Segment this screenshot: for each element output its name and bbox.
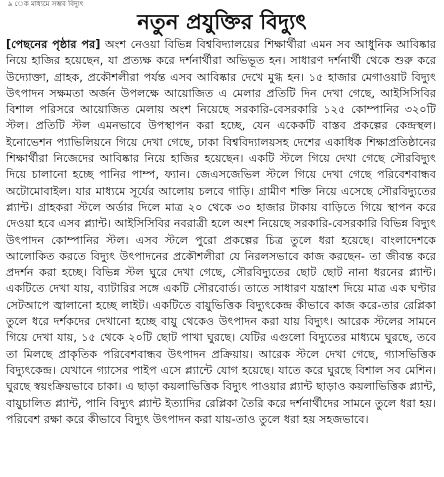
article-text: অংশ নেওয়া বিভিন্ন বিশ্ববিদ্যালয়ের শিক্ষার্থীরা এমন সব আধুনিক আবিষ্কার নিয়ে হাজির হয়েছেন, যা প্রত্যক্ষ করে দর্শনার্থীরা অভিভূত হন। সাধারণ দর্শনার্থী থেকে শুরু করে উদ্যোক্তা, গ্রাহক, প্রকৌশলীরা পর্যন্ত এসব আবিষ্কার দেখে মুগ্ধ হন। ১৫ হাজার মেগাওয়াট বিদ্যুৎ উৎপাদন সক্ষমতা অর্জন উপলক্ষে আয়োজিত এ মেলার প্রতিটি দিন দেখা গেছে, আইসিসিবির বিশাল পরিসরে আয়োজিত মেলায় অংশ নিয়েছে সরকারি-বেসরকারি ১২৫ কোম্পানির ৩২০টি স্টল। প্রতিটি স্টল এমনভাবে উপস্থাপন করা হচ্ছে, যেন একেকটি বাস্তব প্রকল্পের কেন্দ্রস্থল। ইনোভেশন প্যাভিলিয়নে গিয়ে দেখা গেছে, ঢাকা বিশ্ববিদ্যালয়সহ দেশের একাধিক শিক্ষাপ্রতিষ্ঠানের শিক্ষার্থীরা নিজেদের আবিষ্কার নিয়ে হাজির হয়েছেন। একটি স্টলে গিয়ে দেখা গেছে সৌরবিদ্যুৎ দিয়ে চালানো হচ্ছে পানির পাম্প, ফ্যান। জেএসজেভিল স্টলে গিয়ে দেখা গেছে পরিবেশবান্ধব অটোমোবাইল। যার মাধ্যমে সূর্যের আলোয় চলবে গাড়ি। গ্রামীণ শক্তি নিয়ে এসেছে সৌরবিদ্যুতের প্ল্যান্ট। গ্রাহকরা স্টলে অর্ডার দিলে মাত্র ২০ থেকে ৩০ হাজার টাকায় বাড়িতে গিয়ে স্থাপন করে দেওয়া হবে এসব প্ল্যান্ট। আইসিসিবির নবরাত্রী হলে অংশ নিয়েছে সরকারি-বেসরকারি বিভিন্ন বিদ্যুৎ উৎপাদন কোম্পানির স্টল। এসব স্টলে পুরো প্রকল্পের চিত্র তুলে ধরা হয়েছে। বাংলাদেশকে আলোকিত করতে বিদ্যুৎ উৎপাদনের প্রকৌশলীরা যে নিরলসভাবে কাজ করছেন- তা জীবন্ত করে প্রদর্শন করা হচ্ছে। বিভিন্ন স্টল ঘুরে দেখা গেছে, সৌরবিদ্যুতের ছোট ছোট নানা ধরনের প্ল্যান্ট। একটিতে দেখা যায়, ব্যাটারির সঙ্গে একটি সৌরবোর্ড। তাতে সাধারণ যন্ত্রাংশ দিয়ে মাত্র এক ঘণ্টার সেটআপে জ্বালানো হচ্ছে লাইট। একটিতে বায়ুভিত্তিক বিদ্যুৎকেন্দ্র কীভাবে কাজ করে-তার রেপ্লিকা তুলে ধরে দর্শকদের দেখানো হচ্ছে বায়ু থেকেও উৎপাদন করা যায় বিদ্যুৎ। আরেক স্টলের সামনে গিয়ে দেখা যায়, ১৫ থেকে ২০টি ছোট পাখা ঘুরছে। যেটির এগুলো বিদ্যুতের মাধ্যমে ঘুরছে, তবে তা মিলছে প্রাকৃতিক পরিবেশবান্ধব উৎপাদন প্রক্রিয়ায়। আরেক স্টলে দেখা গেছে, গ্যাসভিত্তিক বিদ্যুৎকেন্দ্র। যেখানে গ্যাসের পাইপ এসে প্ল্যান্টে যোগ হয়েছে। যাতে করে ঘুরছে বিশাল সব মেশিন। ঘুরছে স্বয়ংক্রিয়ভাবে চাকা। এ ছাড়া কয়লাভিত্তিক বিদ্যুৎ পাওয়ার প্ল্যান্ট ছাড়াও কয়লাভিত্তিক প্ল্যান্ট, বায়ুচালিত প্ল্যান্ট, পানি বিদ্যুৎ প্ল্যান্ট ইত্যাদির রেপ্লিকা তৈরি করে দর্শনার্থীদের সামনে তুলে ধরা হয়। পরিবেশ রক্ষা করে কীভাবে বিদ্যুৎ উৎপাদন করা যায়-তাও তুলে ধরা হয় সহজভাবে। <box>6 38 436 426</box>
continuation-tag: [পেছনের পৃষ্ঠার পর] <box>6 38 101 51</box>
article-headline: নতুন প্রযুক্তির বিদ্যুৎ <box>137 10 307 34</box>
article-body <box>6 37 436 473</box>
cut-off-previous-line: ৯ েক মাধ্যমে সম্ভব বিদ্যুৎ <box>8 0 84 8</box>
